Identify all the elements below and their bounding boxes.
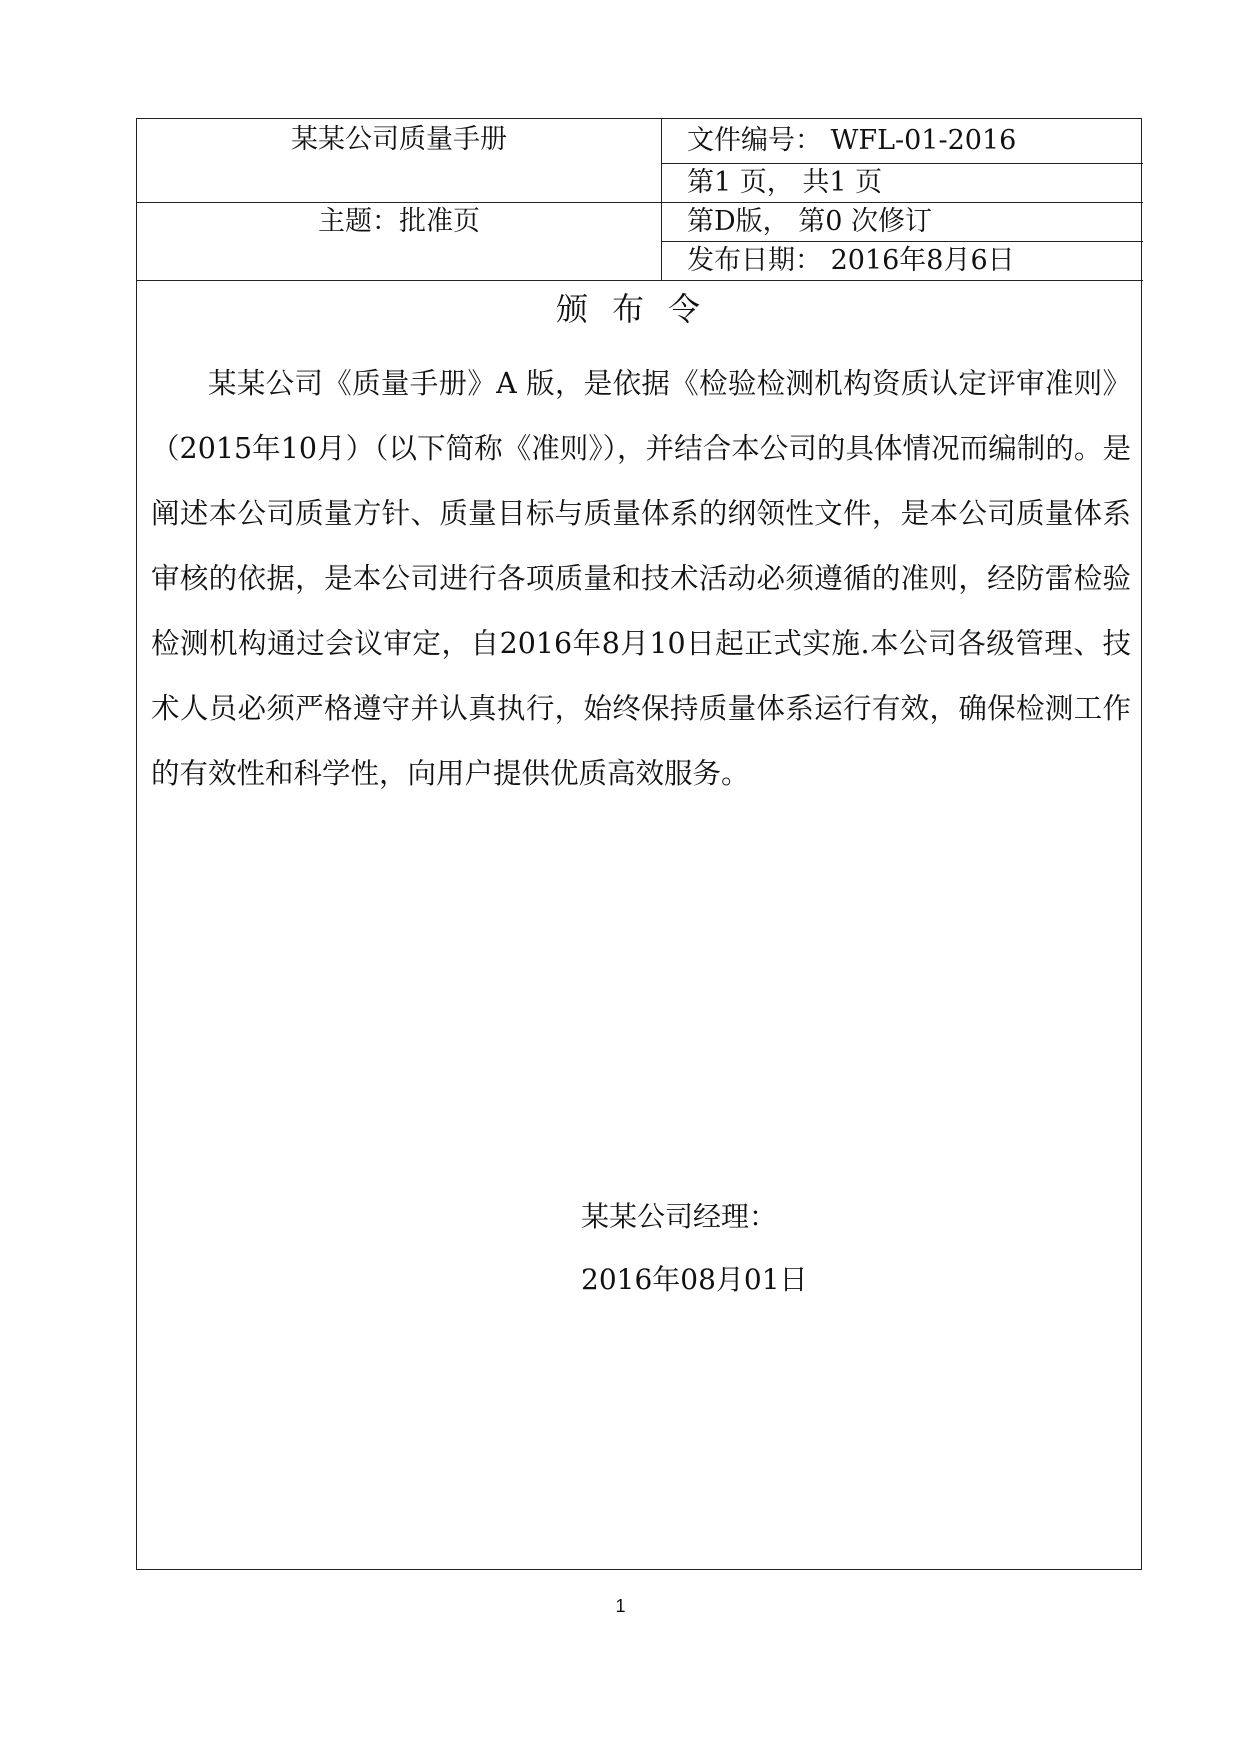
signature-date: 2016年08月01日	[581, 1263, 808, 1296]
decree-title: 颁布令	[555, 290, 724, 328]
document-number: 文件编号： WFL-01-2016	[687, 125, 1017, 156]
header-row-divider-right-2	[661, 241, 1143, 242]
header-row-divider-right-1	[661, 163, 1143, 164]
subject-label: 主题：批准页	[318, 206, 480, 237]
header-row-divider-main	[137, 202, 1143, 203]
signer-label: 某某公司经理：	[581, 1200, 778, 1233]
page-number: 1	[615, 1596, 626, 1616]
release-date: 发布日期： 2016年8月6日	[687, 245, 1015, 276]
approval-page-table	[136, 118, 1142, 1570]
header-bottom-divider	[137, 280, 1143, 281]
decree-body: 某某公司《质量手册》A 版，是依据《检验检测机构资质认定评审准则》（2015年10月）（以下简称《准则》），并结合本公司的具体情况而编制的。是阐述本公司质量方针、质量目标与质量体系的纲领性文件，是本公司质量体系审核的依据，是本公司进行各项质量和技术活动必须遵循的准则，经防雷检验检测机构通过会议审定，自2016年8月10日起正式实施.本公司各级管理、技术人员必须严格遵守并认真执行，始终保持质量体系运行有效，确保检测工作的有效性和科学性，向用户提供优质高效服务。	[151, 367, 1131, 790]
version-info: 第D版， 第0 次修订	[687, 206, 932, 237]
header-column-divider	[661, 119, 662, 280]
page-info: 第1 页， 共1 页	[687, 167, 883, 198]
company-manual-title: 某某公司质量手册	[291, 124, 507, 155]
